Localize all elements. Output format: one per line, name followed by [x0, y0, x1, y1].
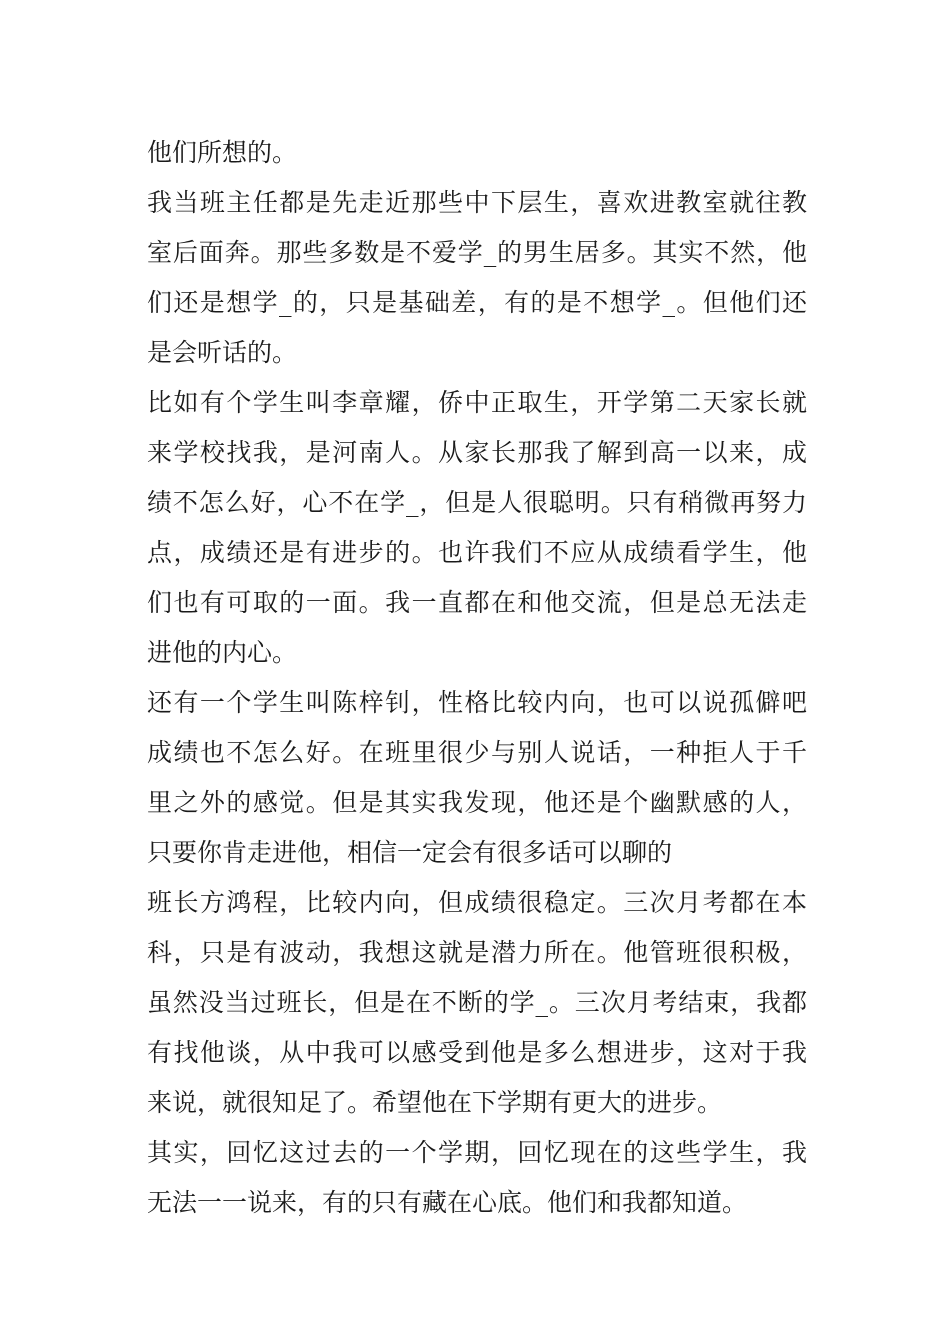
text-line: 班长方鸿程，比较内向，但成绩很稳定。三次月考都在本 — [147, 888, 807, 917]
text-line: 科，只是有波动，我想这就是潜力所在。他管班很积极， — [147, 938, 807, 967]
text-line: 里之外的感觉。但是其实我发现，他还是个幽默感的人， — [147, 788, 807, 817]
text-line: 其实，回忆这过去的一个学期，回忆现在的这些学生，我 — [147, 1138, 807, 1167]
text-line: 只要你肯走进他，相信一定会有很多话可以聊的 — [147, 838, 673, 867]
text-line: 进他的内心。 — [147, 638, 298, 667]
text-line: 他们所想的。 — [147, 138, 298, 167]
text-line: 室后面奔。那些多数是不爱学_的男生居多。其实不然，他 — [147, 238, 807, 267]
text-line: 比如有个学生叫李章耀，侨中正取生，开学第二天家长就 — [147, 388, 807, 417]
text-line: 点，成绩还是有进步的。也许我们不应从成绩看学生，他 — [147, 538, 807, 567]
text-line: 绩不怎么好，心不在学_，但是人很聪明。只有稍微再努力 — [147, 488, 807, 517]
text-line: 还有一个学生叫陈梓钊，性格比较内向，也可以说孤僻吧 — [147, 688, 807, 717]
text-line: 是会听话的。 — [147, 338, 298, 367]
text-line: 我当班主任都是先走近那些中下层生，喜欢进教室就往教 — [147, 188, 807, 217]
text-line: 来学校找我，是河南人。从家长那我了解到高一以来，成 — [147, 438, 807, 467]
text-line: 成绩也不怎么好。在班里很少与别人说话，一种拒人于千 — [147, 738, 807, 767]
text-line: 无法一一说来，有的只有藏在心底。他们和我都知道。 — [147, 1188, 748, 1217]
text-line: 有找他谈，从中我可以感受到他是多么想进步，这对于我 — [147, 1038, 807, 1067]
body-text — [147, 128, 807, 1228]
text-line: 们还是想学_的，只是基础差，有的是不想学_。但他们还 — [147, 288, 807, 317]
text-line: 虽然没当过班长，但是在不断的学_。三次月考结束，我都 — [147, 988, 807, 1017]
text-line: 来说，就很知足了。希望他在下学期有更大的进步。 — [147, 1088, 723, 1117]
text-line: 们也有可取的一面。我一直都在和他交流，但是总无法走 — [147, 588, 807, 617]
